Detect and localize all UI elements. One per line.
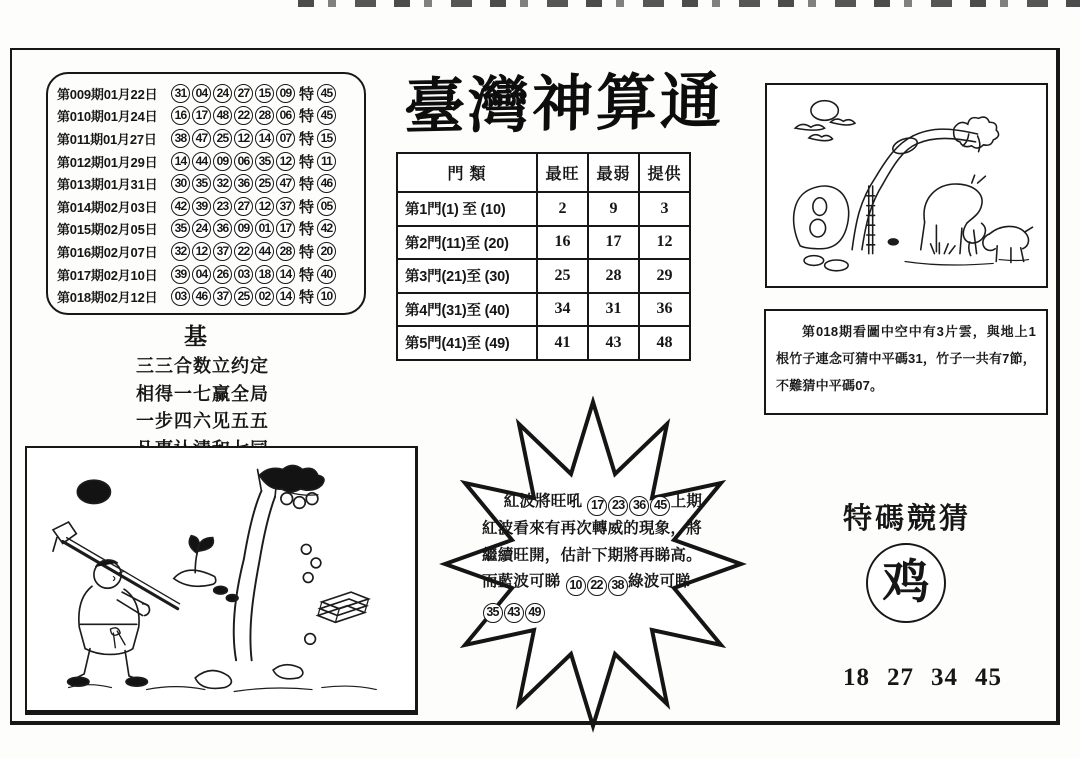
number-circle: 07 bbox=[276, 129, 295, 148]
starburst-callout bbox=[438, 396, 748, 741]
number-circle: 37 bbox=[276, 197, 295, 216]
farmer-hand bbox=[143, 604, 150, 616]
result-row bbox=[57, 263, 364, 286]
special-guess-numbers bbox=[843, 664, 1063, 692]
rock bbox=[794, 186, 849, 249]
stats-hot: 41 bbox=[537, 326, 588, 360]
number-circle: 38 bbox=[608, 576, 628, 596]
result-row bbox=[57, 150, 364, 173]
result-row bbox=[57, 105, 364, 128]
bug bbox=[214, 586, 228, 594]
number-circle: 36 bbox=[629, 496, 649, 516]
zodiac-character: 鸡 bbox=[882, 556, 930, 609]
number-circle: 14 bbox=[276, 265, 295, 284]
stats-header-row bbox=[397, 153, 690, 192]
number-circle: 01 bbox=[255, 219, 274, 238]
result-row bbox=[57, 82, 364, 105]
cloud-icon bbox=[795, 124, 824, 130]
number-circle: 35 bbox=[483, 603, 503, 623]
rock bbox=[273, 665, 303, 679]
verse-line: 相得一七赢全局 bbox=[136, 383, 269, 404]
leaves bbox=[954, 117, 999, 148]
page-title: 臺灣神算通 bbox=[403, 65, 725, 144]
special-marker: 特 bbox=[299, 108, 315, 126]
result-row bbox=[57, 285, 364, 308]
special-marker: 特 bbox=[299, 266, 315, 284]
stats-provide: 48 bbox=[639, 326, 690, 360]
verse-block bbox=[136, 318, 346, 463]
number-circle: 16 bbox=[171, 106, 190, 125]
number-circle: 30 bbox=[171, 174, 190, 193]
number-circle: 04 bbox=[192, 265, 211, 284]
stats-hot: 2 bbox=[537, 192, 588, 226]
number-circle: 09 bbox=[276, 84, 295, 103]
special-marker: 特 bbox=[299, 130, 315, 148]
goat-body bbox=[924, 184, 982, 223]
stats-table bbox=[396, 152, 691, 361]
sprout-leaves bbox=[189, 536, 213, 554]
stats-body bbox=[397, 192, 690, 360]
number-circle: 12 bbox=[255, 197, 274, 216]
number-circle: 11 bbox=[317, 152, 336, 171]
picture-hint-box bbox=[764, 309, 1048, 415]
stats-header-weak: 最弱 bbox=[588, 153, 639, 192]
farmer-illustration-svg bbox=[27, 448, 415, 710]
number-circle: 45 bbox=[317, 106, 336, 125]
stats-provide: 12 bbox=[639, 226, 690, 260]
number-circle: 44 bbox=[192, 152, 211, 171]
goat-beard bbox=[969, 242, 971, 256]
stats-row bbox=[397, 293, 690, 327]
number-circle: 49 bbox=[525, 603, 545, 623]
stats-category: 第1門(1) 至 (10) bbox=[397, 192, 537, 226]
results-rows bbox=[57, 82, 364, 308]
number-circle: 24 bbox=[192, 219, 211, 238]
number-circle: 02 bbox=[255, 287, 274, 306]
stats-provide: 36 bbox=[639, 293, 690, 327]
fruit bbox=[294, 497, 306, 509]
number-circle: 35 bbox=[192, 174, 211, 193]
stats-weak: 31 bbox=[588, 293, 639, 327]
stats-category: 第2門(11)至 (20) bbox=[397, 226, 537, 260]
number-circle: 37 bbox=[213, 287, 232, 306]
number-circle: 25 bbox=[213, 129, 232, 148]
stats-weak: 43 bbox=[588, 326, 639, 360]
starburst-text: 紅波將旺吼 17 23 36 45 上期紅波看來有再次轉威的現象，將繼續旺開，估計下期將再睇高。而藍波可睇 10 22 38 綠波可睇 35 43 49 bbox=[482, 489, 712, 623]
bubble bbox=[303, 573, 313, 583]
draw-label: 第011期01月27日 bbox=[57, 131, 157, 147]
tree-knot bbox=[891, 135, 920, 157]
stats-header-hot: 最旺 bbox=[537, 153, 588, 192]
number-circle: 17 bbox=[192, 106, 211, 125]
number-circle: 32 bbox=[171, 242, 190, 261]
belt-knot bbox=[110, 628, 125, 648]
number-circle: 46 bbox=[317, 174, 336, 193]
special-guess-number: 45 bbox=[975, 664, 1002, 691]
tree-trunk bbox=[862, 144, 917, 250]
number-circle: 03 bbox=[171, 287, 190, 306]
goat-illustration-svg bbox=[767, 85, 1046, 286]
number-circle: 47 bbox=[276, 174, 295, 193]
stats-weak: 17 bbox=[588, 226, 639, 260]
special-marker: 特 bbox=[299, 153, 315, 171]
number-circle: 28 bbox=[255, 106, 274, 125]
special-marker: 特 bbox=[299, 243, 315, 261]
stats-header-provide: 提供 bbox=[639, 153, 690, 192]
number-circle: 26 bbox=[213, 265, 232, 284]
number-circle: 45 bbox=[317, 84, 336, 103]
number-circle: 28 bbox=[276, 242, 295, 261]
number-circle: 44 bbox=[255, 242, 274, 261]
hoe-handle bbox=[63, 542, 178, 609]
number-circle: 25 bbox=[234, 287, 253, 306]
verse-line: 一步四六见五五 bbox=[136, 411, 269, 431]
number-circle: 46 bbox=[192, 287, 211, 306]
stats-row bbox=[397, 259, 690, 293]
draw-label: 第016期02月07日 bbox=[57, 244, 158, 260]
cloud-icon bbox=[809, 135, 833, 141]
number-circle: 06 bbox=[234, 152, 253, 171]
stats-hot: 25 bbox=[537, 259, 588, 293]
farmer-shoe bbox=[126, 677, 147, 686]
bubble bbox=[305, 634, 316, 645]
number-circle: 12 bbox=[276, 152, 295, 171]
special-guess-title: 特碼競猜 bbox=[843, 503, 972, 535]
draw-label: 第013期01月31日 bbox=[57, 177, 158, 193]
number-circle: 23 bbox=[608, 496, 628, 516]
stats-header-category: 門 類 bbox=[397, 153, 537, 192]
farmer-legs bbox=[72, 649, 138, 680]
special-guess-number: 18 bbox=[843, 664, 870, 691]
number-circle: 43 bbox=[504, 603, 524, 623]
stats-category: 第5門(41)至 (49) bbox=[397, 326, 537, 360]
draw-label: 第014期02月03日 bbox=[57, 199, 158, 215]
draw-label: 第017期02月10日 bbox=[57, 267, 158, 283]
number-circle: 27 bbox=[234, 84, 253, 103]
draw-label: 第018期02月12日 bbox=[57, 290, 158, 306]
number-circle: 09 bbox=[234, 219, 253, 238]
number-circle: 10 bbox=[317, 287, 336, 306]
stats-category: 第3門(21)至 (30) bbox=[397, 259, 537, 293]
stats-row bbox=[397, 226, 690, 260]
top-right-illustration bbox=[765, 83, 1048, 288]
number-circle: 15 bbox=[255, 84, 274, 103]
number-circle: 47 bbox=[192, 129, 211, 148]
number-circle: 14 bbox=[276, 287, 295, 306]
grass-tuft bbox=[931, 243, 956, 254]
stone bbox=[888, 239, 898, 245]
bubble bbox=[301, 544, 311, 554]
scan-artifact-strip bbox=[298, 0, 1080, 7]
number-circle: 17 bbox=[587, 496, 607, 516]
number-circle: 35 bbox=[255, 152, 274, 171]
result-row bbox=[57, 240, 364, 263]
special-marker: 特 bbox=[299, 176, 315, 194]
number-circle: 27 bbox=[234, 197, 253, 216]
ground-line bbox=[905, 260, 1029, 265]
verse-line: 三三合数立约定 bbox=[136, 356, 269, 376]
number-circle: 05 bbox=[317, 197, 336, 216]
sun-icon bbox=[811, 101, 838, 121]
number-circle: 45 bbox=[650, 496, 670, 516]
result-row bbox=[57, 172, 364, 195]
zodiac-circle bbox=[866, 543, 946, 623]
results-panel bbox=[46, 72, 366, 315]
special-marker: 特 bbox=[299, 289, 315, 307]
stats-weak: 28 bbox=[588, 259, 639, 293]
kid-goat-head bbox=[983, 234, 995, 250]
number-circle: 24 bbox=[213, 84, 232, 103]
cloud-icon bbox=[831, 119, 856, 125]
verse-heading: 基 bbox=[184, 324, 207, 349]
result-row bbox=[57, 218, 364, 241]
number-circle: 39 bbox=[192, 197, 211, 216]
number-circle: 48 bbox=[213, 106, 232, 125]
special-guess-number: 27 bbox=[887, 664, 914, 691]
number-circle: 42 bbox=[171, 197, 190, 216]
number-circle: 22 bbox=[234, 106, 253, 125]
number-circle: 14 bbox=[255, 129, 274, 148]
number-circle: 25 bbox=[255, 174, 274, 193]
stats-row bbox=[397, 326, 690, 360]
stats-category: 第4門(31)至 (40) bbox=[397, 293, 537, 327]
special-marker: 特 bbox=[299, 221, 315, 239]
result-row bbox=[57, 127, 364, 150]
number-circle: 15 bbox=[317, 129, 336, 148]
number-circle: 12 bbox=[192, 242, 211, 261]
draw-label: 第010期01月24日 bbox=[57, 109, 158, 125]
special-marker: 特 bbox=[299, 198, 315, 216]
number-circle: 31 bbox=[171, 84, 190, 103]
stats-provide: 29 bbox=[639, 259, 690, 293]
bubble bbox=[311, 558, 321, 568]
kid-goat-body bbox=[989, 226, 1028, 248]
number-circle: 39 bbox=[171, 265, 190, 284]
number-circle: 23 bbox=[213, 197, 232, 216]
number-circle: 36 bbox=[213, 219, 232, 238]
number-circle: 37 bbox=[213, 242, 232, 261]
fruit bbox=[281, 493, 293, 505]
number-circle: 06 bbox=[276, 106, 295, 125]
stats-hot: 16 bbox=[537, 226, 588, 260]
rock bbox=[195, 671, 231, 689]
ink-blob bbox=[77, 480, 110, 503]
number-circle: 42 bbox=[317, 219, 336, 238]
leaf-cluster bbox=[259, 466, 324, 492]
result-row bbox=[57, 195, 364, 218]
stats-provide: 3 bbox=[639, 192, 690, 226]
stats-row bbox=[397, 192, 690, 226]
book-stack bbox=[318, 592, 369, 622]
goat-horns bbox=[972, 175, 986, 183]
special-guess-number: 34 bbox=[931, 664, 958, 691]
number-circle: 35 bbox=[171, 219, 190, 238]
bottom-left-illustration bbox=[25, 446, 418, 715]
number-circle: 14 bbox=[171, 152, 190, 171]
number-circle: 18 bbox=[255, 265, 274, 284]
number-circle: 10 bbox=[566, 576, 586, 596]
draw-label: 第015期02月05日 bbox=[57, 222, 158, 238]
number-circle: 17 bbox=[276, 219, 295, 238]
number-circle: 04 bbox=[192, 84, 211, 103]
number-circle: 22 bbox=[234, 242, 253, 261]
number-circle: 20 bbox=[317, 242, 336, 261]
picture-hint-text: 第018期看圖中空中有3片雲，與地上1根竹子連念可猜中平碼31，竹子一共有7節，不難猜中平碼07。 bbox=[776, 324, 1036, 393]
number-circle: 36 bbox=[234, 174, 253, 193]
number-circle: 09 bbox=[213, 152, 232, 171]
number-circle: 38 bbox=[171, 129, 190, 148]
special-marker: 特 bbox=[299, 85, 315, 103]
number-circle: 03 bbox=[234, 265, 253, 284]
number-circle: 22 bbox=[587, 576, 607, 596]
stats-hot: 34 bbox=[537, 293, 588, 327]
number-circle: 32 bbox=[213, 174, 232, 193]
draw-label: 第009期01月22日 bbox=[57, 86, 158, 102]
number-circle: 40 bbox=[317, 265, 336, 284]
draw-label: 第012期01月29日 bbox=[57, 154, 158, 170]
number-circle: 12 bbox=[234, 129, 253, 148]
stats-weak: 9 bbox=[588, 192, 639, 226]
